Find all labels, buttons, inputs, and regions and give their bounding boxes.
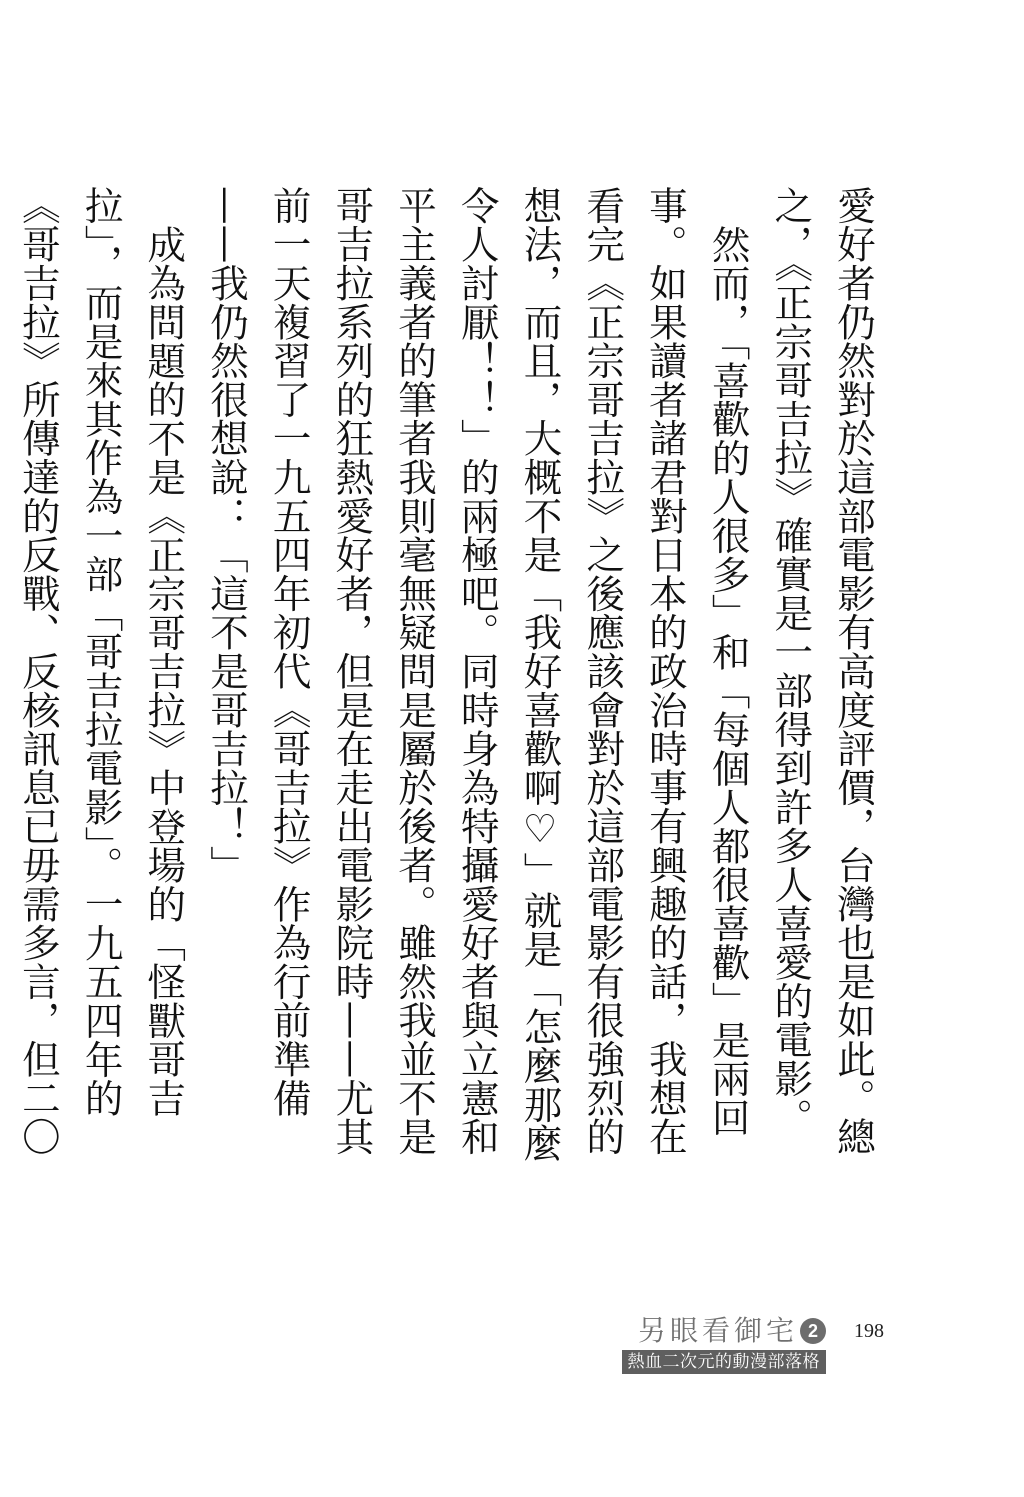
- page-footer: [622, 1314, 885, 1374]
- book-title-text: 另眼看御宅: [637, 1314, 798, 1347]
- running-title: [622, 1314, 827, 1374]
- paragraph-2: 然而，「喜歡的人很多」和「每個人都很喜歡」是兩回事。如果讀者諸君對日本的政治時事有興趣的話，我想在看完《正宗哥吉拉》之後應該會對於這部電影有很強烈的想法，而且，大概不是「我好喜歡啊♡」就是「怎麼那麼令人討厭！！」的兩極吧。同時身為特攝愛好者與立憲和平主義者的筆者我則毫無疑問是屬於後者。雖然我並不是哥吉拉系列的狂熱愛好者，但是在走出電影院時——尤其前一天複習了一九五四年初代《哥吉拉》作為行前準備——我仍然很想說：「這不是哥吉拉！」: [203, 186, 751, 1163]
- body-text: [0, 186, 884, 1176]
- book-subtitle: 熱血二次元的動漫部落格: [622, 1350, 827, 1374]
- paragraph-1: 愛好者仍然對於這部電影有高度評價，台灣也是如此。總之，《正宗哥吉拉》確實是一部得到許多人喜愛的電影。: [768, 186, 876, 1156]
- book-title: [638, 1314, 826, 1348]
- paragraph-3: 成為問題的不是《正宗哥吉拉》中登場的「怪獸哥吉拉」，而是來其作為一部「哥吉拉電影」。一九五四年的《哥吉拉》所傳達的反戰、反核訊息已毋需多言，但二〇: [15, 186, 187, 1156]
- page-number: 198: [854, 1320, 884, 1342]
- volume-badge: 2: [800, 1318, 826, 1344]
